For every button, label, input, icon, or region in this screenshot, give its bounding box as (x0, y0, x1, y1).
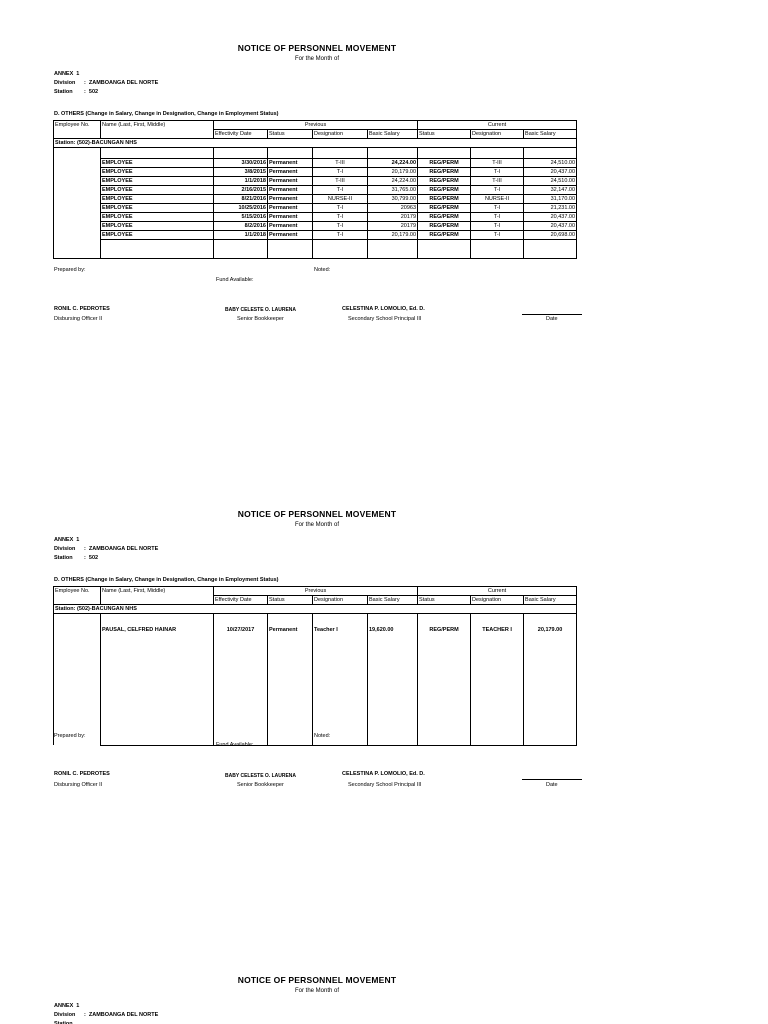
fund-available-label: Fund Available: (216, 742, 254, 748)
prev-designation: T-III (313, 159, 368, 168)
current-salary: 20,437.00 (524, 213, 577, 222)
header-designation: Designation (313, 596, 368, 605)
prev-designation: Teacher I (313, 614, 368, 746)
notice-block-1 (0, 0, 768, 340)
effectivity-date: 5/15/2016 (214, 213, 268, 222)
header-emp-no: Employee No. (54, 121, 101, 130)
header-emp-no: Employee No. (54, 587, 101, 596)
header-status: Status (418, 130, 471, 139)
current-salary: 20,179.00 (524, 614, 577, 746)
current-designation: T-I (471, 231, 524, 240)
doc-title: NOTICE OF PERSONNEL MOVEMENT (237, 509, 397, 519)
division-label: Division (54, 546, 76, 552)
current-salary: 24,510.00 (524, 159, 577, 168)
employee-name: EMPLOYEE (101, 231, 214, 240)
status: Permanent (268, 195, 313, 204)
movement-table-2 (53, 586, 768, 746)
station-label: Station (54, 1021, 73, 1024)
doc-title: NOTICE OF PERSONNEL MOVEMENT (237, 975, 397, 985)
prepared-by-label: Prepared by: (54, 733, 86, 739)
header-status: Status (268, 130, 313, 139)
header-status: Status (418, 596, 471, 605)
employee-name: PAUSAL, CELFRED HAINAR (101, 614, 214, 746)
effectivity-date: 3/8/2015 (214, 168, 268, 177)
notice-block-2 (0, 466, 768, 806)
signatory-title: Disbursing Officer II (54, 782, 103, 788)
header-basic-salary: Basic Salary (524, 596, 577, 605)
employee-name: EMPLOYEE (101, 159, 214, 168)
current-status: REG/PERM (418, 168, 471, 177)
current-designation: NURSE-II (471, 195, 524, 204)
signatory-name: CELESTINA P. LOMOLIO, Ed. D. (342, 306, 425, 312)
current-status: REG/PERM (418, 213, 471, 222)
employee-name: EMPLOYEE (101, 177, 214, 186)
table-row (54, 231, 768, 240)
employee-name: EMPLOYEE (101, 168, 214, 177)
employee-name: EMPLOYEE (101, 222, 214, 231)
annex-label: ANNEX 1 (54, 1003, 80, 1009)
prev-salary: 19,620.00 (368, 614, 418, 746)
prev-salary: 20963 (368, 204, 418, 213)
prev-designation: T-I (313, 231, 368, 240)
noted-label: Noted: (314, 733, 331, 739)
effectivity-date: 10/25/2016 (214, 204, 268, 213)
prev-designation: T-I (313, 186, 368, 195)
movement-table-1 (53, 120, 768, 259)
effectivity-date: 1/1/2018 (214, 177, 268, 186)
doc-subtitle: For the Month of (294, 522, 340, 528)
status: Permanent (268, 614, 313, 746)
prev-designation: T-I (313, 204, 368, 213)
effectivity-date: 2/16/2015 (214, 186, 268, 195)
employee-name: EMPLOYEE (101, 186, 214, 195)
effectivity-date: 3/30/2016 (214, 159, 268, 168)
division-label: Division (54, 80, 76, 86)
date-signature-line (522, 779, 582, 780)
prev-salary: 24,224.00 (368, 159, 418, 168)
doc-subtitle: For the Month of (294, 988, 340, 994)
prev-designation: T-I (313, 168, 368, 177)
header-status: Status (268, 596, 313, 605)
current-designation: TEACHER I (471, 614, 524, 746)
station-row: Station: (502)-BACUNGAN NHS (54, 139, 577, 148)
status: Permanent (268, 177, 313, 186)
employee-name: EMPLOYEE (101, 195, 214, 204)
signatory-name: RONIL C. PEDROTES (54, 771, 110, 777)
header-current: Current (418, 121, 577, 130)
effectivity-date: 8/2/2016 (214, 222, 268, 231)
prev-salary: 20179 (368, 222, 418, 231)
signatory-name: BABY CELESTE O. LAURENA (225, 307, 297, 313)
current-status: REG/PERM (418, 195, 471, 204)
current-status: REG/PERM (418, 222, 471, 231)
section-heading: D. OTHERS (Change in Salary, Change in Designation, Change in Employment Status) (54, 111, 279, 117)
section-heading: D. OTHERS (Change in Salary, Change in Designation, Change in Employment Status) (54, 577, 279, 583)
signatory-title: Senior Bookkeeper (237, 316, 284, 322)
prev-salary: 20,179.00 (368, 231, 418, 240)
header-name: Name (Last, First, Middle) (101, 587, 214, 596)
employee-name: EMPLOYEE (101, 204, 214, 213)
employee-name: EMPLOYEE (101, 213, 214, 222)
prev-salary: 30,799.00 (368, 195, 418, 204)
table-row (54, 186, 768, 195)
current-salary: 31,170.00 (524, 195, 577, 204)
prev-salary: 20,179.00 (368, 168, 418, 177)
header-eff-date: Effectivity Date (214, 596, 268, 605)
division-value: : ZAMBOANGA DEL NORTE (84, 546, 159, 552)
status: Permanent (268, 231, 313, 240)
header-designation: Designation (313, 130, 368, 139)
prev-salary: 20179 (368, 213, 418, 222)
noted-label: Noted: (314, 267, 331, 273)
header-designation: Designation (471, 130, 524, 139)
current-salary: 21,231.00 (524, 204, 577, 213)
station-row: Station: (502)-BACUNGAN NHS (54, 605, 577, 614)
signatory-title: Secondary School Principal III (348, 316, 422, 322)
prev-designation: T-I (313, 213, 368, 222)
station-label: Station (54, 555, 73, 561)
effectivity-date: 1/1/2018 (214, 231, 268, 240)
doc-title: NOTICE OF PERSONNEL MOVEMENT (237, 43, 397, 53)
date-signature-line (522, 314, 582, 315)
current-salary: 20,698.00 (524, 231, 577, 240)
prepared-by-label: Prepared by: (54, 267, 86, 273)
table-row (54, 213, 768, 222)
effectivity-date: 10/27/2017 (214, 614, 268, 746)
status: Permanent (268, 222, 313, 231)
header-eff-date: Effectivity Date (214, 130, 268, 139)
fund-available-label: Fund Available: (216, 277, 254, 283)
signatory-name: RONIL C. PEDROTES (54, 306, 110, 312)
status: Permanent (268, 159, 313, 168)
annex-label: ANNEX 1 (54, 71, 80, 77)
division-value: : ZAMBOANGA DEL NORTE (84, 1012, 159, 1018)
current-designation: T-I (471, 168, 524, 177)
signatory-title: Disbursing Officer II (54, 316, 103, 322)
header-current: Current (418, 587, 577, 596)
header-basic-salary: Basic Salary (368, 130, 418, 139)
header-basic-salary: Basic Salary (368, 596, 418, 605)
current-status: REG/PERM (418, 204, 471, 213)
table-row (54, 159, 768, 168)
table-row (54, 222, 768, 231)
signatory-name: CELESTINA P. LOMOLIO, Ed. D. (342, 771, 425, 777)
current-designation: T-I (471, 213, 524, 222)
current-designation: T-I (471, 222, 524, 231)
header-basic-salary: Basic Salary (524, 130, 577, 139)
prev-designation: NURSE-II (313, 195, 368, 204)
date-label: Date (546, 782, 558, 788)
table-row (54, 614, 768, 746)
table-row (54, 168, 768, 177)
current-designation: T-I (471, 186, 524, 195)
station-value: : 502 (84, 89, 99, 95)
prev-salary: 31,765.00 (368, 186, 418, 195)
status: Permanent (268, 168, 313, 177)
current-status: REG/PERM (418, 614, 471, 746)
current-salary: 20,437.00 (524, 168, 577, 177)
division-value: : ZAMBOANGA DEL NORTE (84, 80, 159, 86)
header-designation: Designation (471, 596, 524, 605)
header-name: Name (Last, First, Middle) (101, 121, 214, 130)
current-status: REG/PERM (418, 186, 471, 195)
table-row (54, 204, 768, 213)
status: Permanent (268, 186, 313, 195)
header-previous: Previous (214, 121, 418, 130)
signatory-title: Secondary School Principal III (348, 782, 422, 788)
header-previous: Previous (214, 587, 418, 596)
current-designation: T-I (471, 204, 524, 213)
current-designation: T-III (471, 177, 524, 186)
table-row (54, 177, 768, 186)
status: Permanent (268, 213, 313, 222)
current-status: REG/PERM (418, 231, 471, 240)
prev-designation: T-III (313, 177, 368, 186)
division-label: Division (54, 1012, 76, 1018)
effectivity-date: 8/21/2016 (214, 195, 268, 204)
prev-salary: 24,224.00 (368, 177, 418, 186)
current-salary: 32,147.00 (524, 186, 577, 195)
station-value: : 502 (84, 555, 99, 561)
signatory-title: Senior Bookkeeper (237, 782, 284, 788)
current-salary: 24,510.00 (524, 177, 577, 186)
doc-subtitle: For the Month of (294, 56, 340, 62)
station-label: Station (54, 89, 73, 95)
prev-designation: T-I (313, 222, 368, 231)
current-status: REG/PERM (418, 177, 471, 186)
current-status: REG/PERM (418, 159, 471, 168)
signatory-name: BABY CELESTE O. LAURENA (225, 773, 297, 779)
status: Permanent (268, 204, 313, 213)
annex-label: ANNEX 1 (54, 537, 80, 543)
table-row (54, 195, 768, 204)
date-label: Date (546, 316, 558, 322)
current-designation: T-III (471, 159, 524, 168)
notice-block-3 (0, 932, 768, 1024)
current-salary: 20,437.00 (524, 222, 577, 231)
